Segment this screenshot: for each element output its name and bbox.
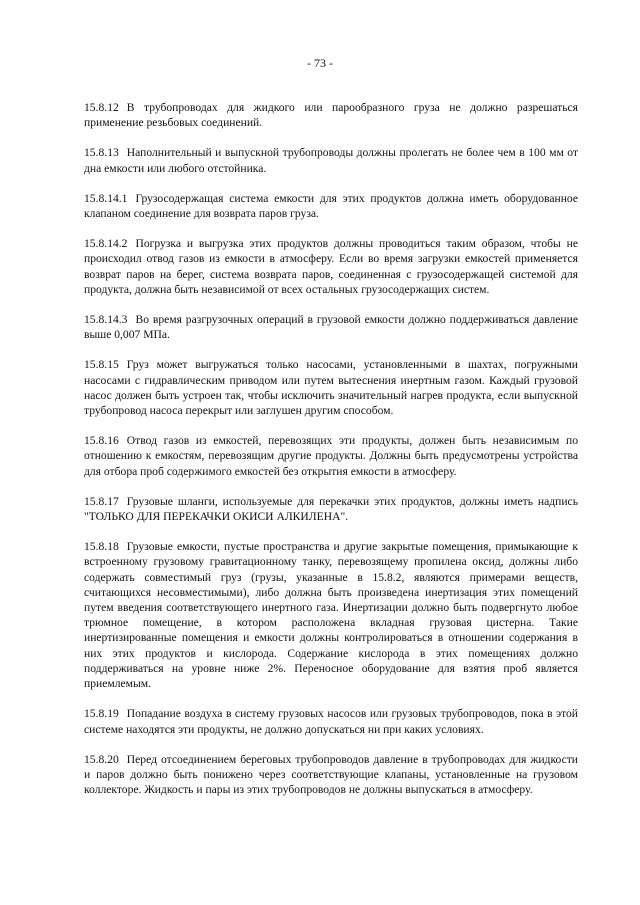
paragraph-text: Наполнительный и выпускной трубопроводы должны пролегать не более чем в 100 мм от дна емкости или любого отстойника. bbox=[84, 146, 578, 175]
paragraph-text: В трубопроводах для жидкого или парообразного груза не должно разрешаться применение резьбовых соединений. bbox=[84, 101, 578, 130]
paragraph-15-8-14-3 bbox=[84, 312, 578, 342]
paragraph-15-8-13 bbox=[84, 145, 578, 175]
paragraph-number: 15.8.20 bbox=[84, 752, 119, 766]
paragraph-15-8-17 bbox=[84, 494, 578, 524]
page-number: - 73 - bbox=[307, 56, 333, 70]
paragraph-number: 15.8.14.1 bbox=[84, 191, 128, 205]
paragraph-15-8-14-2 bbox=[84, 236, 578, 297]
paragraph-number: 15.8.15 bbox=[84, 358, 119, 372]
paragraph-number: 15.8.18 bbox=[84, 540, 119, 554]
paragraph-text: Погрузка и выгрузка этих продуктов должны проводиться таким образом, чтобы не происходил отвод газов из емкости в атмосферу. Если во время загрузки емкостей применяется возврат паров на берег, система возврата паров, соединенная с грузосодержащей системой для продукта, должна быть независимой от всех остальных грузосодержащих систем. bbox=[84, 237, 578, 296]
paragraph-15-8-12 bbox=[84, 100, 578, 130]
document-body bbox=[84, 100, 578, 812]
paragraph-15-8-15 bbox=[84, 357, 578, 418]
paragraph-number: 15.8.13 bbox=[84, 146, 119, 160]
paragraph-number: 15.8.12 bbox=[84, 101, 119, 114]
paragraph-15-8-20 bbox=[84, 752, 578, 798]
paragraph-text: Во время разгрузочных операций в грузовой емкости должно поддерживаться давление выше 0,007 МПа. bbox=[84, 313, 578, 342]
paragraph-15-8-18 bbox=[84, 539, 578, 691]
paragraph-number: 15.8.14.3 bbox=[84, 313, 128, 327]
paragraph-text: Грузовые шланги, используемые для перекачки этих продуктов, должны иметь надпись "ТОЛЬКО ДЛЯ ПЕРЕКАЧКИ ОКИСИ АЛКИЛЕНА". bbox=[84, 494, 578, 524]
paragraph-number: 15.8.16 bbox=[84, 434, 119, 448]
paragraph-15-8-16 bbox=[84, 433, 578, 479]
paragraph-15-8-14-1 bbox=[84, 191, 578, 221]
paragraph-number: 15.8.17 bbox=[84, 494, 119, 508]
paragraph-text: Грузосодержащая система емкости для этих продуктов должна иметь оборудованное клапаном соединение для возврата паров груза. bbox=[84, 191, 578, 221]
paragraph-15-8-19 bbox=[84, 706, 578, 736]
paragraph-number: 15.8.19 bbox=[84, 707, 119, 721]
paragraph-text: Попадание воздуха в систему грузовых насосов или грузовых трубопроводов, пока в этой системе находятся эти продукты, не должно допускаться ни при каких условиях. bbox=[84, 707, 578, 736]
paragraph-text: Перед отсоединением береговых трубопроводов давление в трубопроводах для жидкости и паров должно быть понижено через соответствующие клапаны, установленные на грузовом коллекторе. Жидкость и пары из этих трубопроводов не должны выпускаться в атмосферу. bbox=[84, 752, 578, 797]
paragraph-text: Отвод газов из емкостей, перевозящих эти продукты, должен быть независимым по отношению к емкостям, перевозящим другие продукты. Должны быть предусмотрены устройства для отбора проб содержимого емкостей без открытия емкости в атмосферу. bbox=[84, 434, 578, 478]
paragraph-number: 15.8.14.2 bbox=[84, 237, 128, 251]
paragraph-text: Грузовые емкости, пустые пространства и другие закрытые помещения, примыкающие к встроенному грузовому гравитационному танку, перевозящему пропилена оксид, должны либо содержать совместимый груз (грузы, указанные в 15.8.2, являются примерами веществ, считающихся несовместимыми), либо должна быть произведена инертизация этих помещений путем введения соответствующего инертного газа. Инертизации должно быть подвергнуто любое трюмное помещение, в котором расположена вкладная грузовая цистерна. Такие инертизированные помещения и емкости должны контролироваться в отношении содержания в них этих продуктов и кислорода. Содержание кислорода в этих помещениях должно поддерживаться на уровне ниже 2%. Переносное оборудование для взятия проб является приемлемым. bbox=[84, 540, 578, 691]
paragraph-text: Груз может выгружаться только насосами, установленными в шахтах, погружными насосами с гидравлическим приводом или путем вытеснения инертным газом. Каждый грузовой насос должен быть устроен так, чтобы исключить значительный нагрев продукта, если выпускной трубопровод насоса перекрыт или заглушен другим способом. bbox=[84, 358, 578, 418]
